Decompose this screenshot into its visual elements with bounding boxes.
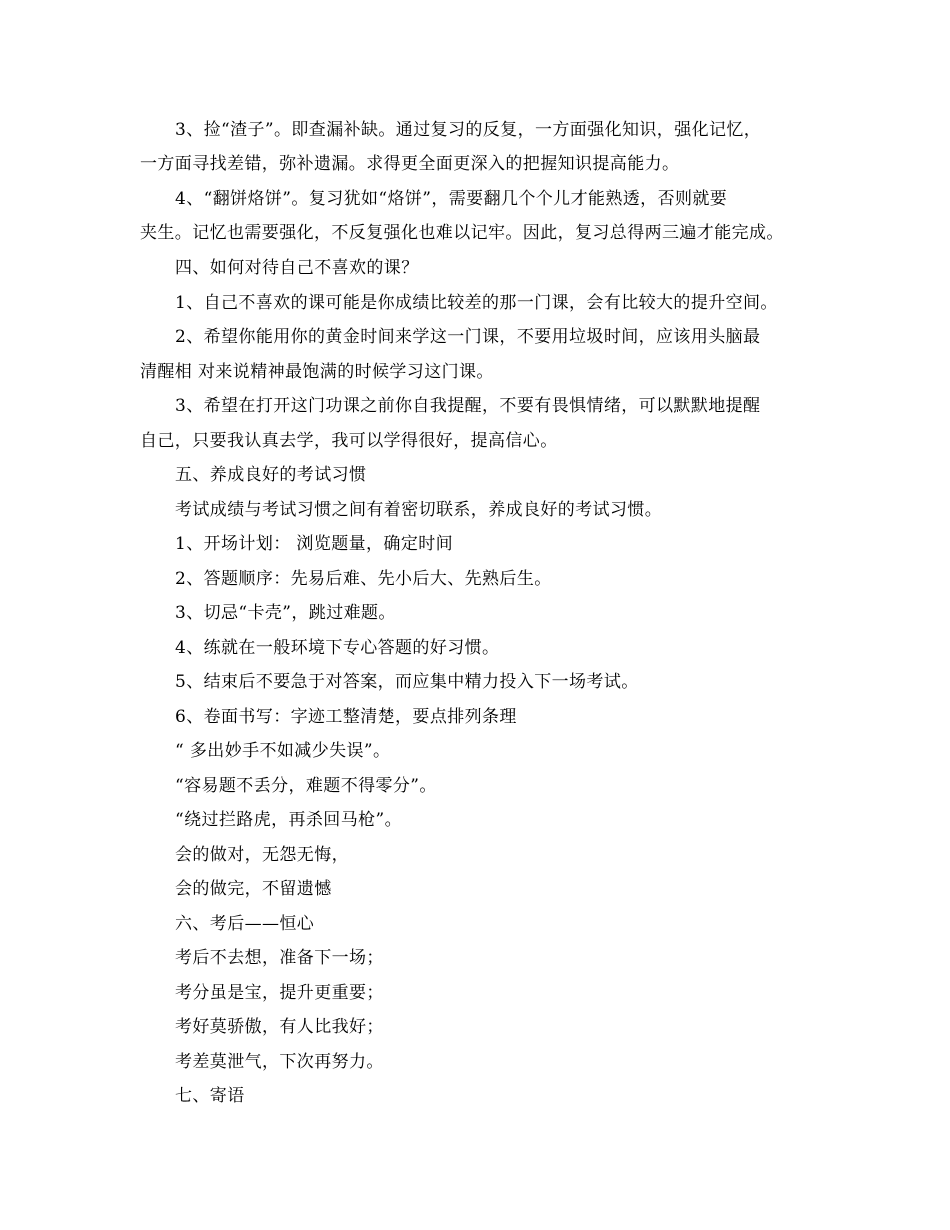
paragraph-line: 考分虽是宝，提升更重要；: [175, 983, 384, 1003]
paragraph-line: 4、“翻饼烙饼”。复习犹如“烙饼”，需要翻几个个儿才能熟透，否则就要: [175, 189, 728, 209]
section-heading: 七、寄语: [175, 1086, 245, 1106]
list-item: 6、卷面书写：字迹工整清楚，要点排列条理: [175, 707, 517, 727]
paragraph-line: 夹生。记忆也需要强化，不反复强化也难以记牢。因此，复习总得两三遍才能完成。: [140, 223, 784, 243]
list-item: 3、切忌“卡壳”，跳过难题。: [175, 603, 396, 623]
section-heading: 四、如何对待自己不喜欢的课？: [175, 258, 419, 278]
paragraph-line: 会的做完，不留遗憾: [175, 879, 332, 899]
section-heading: 六、考后——恒心: [175, 914, 315, 934]
list-item: 5、结束后不要急于对答案，而应集中精力投入下一场考试。: [175, 672, 639, 692]
section-heading: 五、养成良好的考试习惯: [175, 465, 367, 485]
paragraph-line: 一方面寻找差错，弥补遗漏。求得更全面更深入的把握知识提高能力。: [140, 154, 680, 174]
quote-line: “容易题不丢分，难题不得零分”。: [175, 776, 437, 796]
list-item: 2、答题顺序：先易后难、先小后大、先熟后生。: [175, 569, 552, 589]
quote-line: “ 多出妙手不如减少失误”。: [175, 741, 391, 761]
paragraph-line: 考试成绩与考试习惯之间有着密切联系，养成良好的考试习惯。: [175, 500, 663, 520]
paragraph-line: 会的做对，无怨无悔，: [175, 845, 349, 865]
paragraph-line: 考好莫骄傲，有人比我好；: [175, 1017, 384, 1037]
paragraph-line: 考差莫泄气，下次再努力。: [175, 1052, 384, 1072]
list-item: 4、练就在一般环境下专心答题的好习惯。: [175, 638, 500, 658]
paragraph-line: 自己，只要我认真去学，我可以学得很好，提高信心。: [140, 431, 558, 451]
quote-line: “绕过拦路虎，再杀回马枪”。: [175, 810, 402, 830]
list-item: 1、开场计划： 浏览题量，确定时间: [175, 534, 454, 554]
paragraph-line: 清醒相 对来说精神最饱满的时候学习这门课。: [140, 362, 494, 382]
paragraph-line: 1、自己不喜欢的课可能是你成绩比较差的那一门课，会有比较大的提升空间。: [175, 293, 778, 313]
paragraph-line: 3、捡“渣子”。即查漏补缺。通过复习的反复，一方面强化知识，强化记忆，: [175, 120, 762, 140]
paragraph-line: 考后不去想，准备下一场；: [175, 948, 384, 968]
paragraph-line: 3、希望在打开这门功课之前你自我提醒，不要有畏惧情绪，可以默默地提醒: [175, 396, 761, 416]
paragraph-line: 2、希望你能用你的黄金时间来学这一门课，不要用垃圾时间，应该用头脑最: [175, 327, 761, 347]
